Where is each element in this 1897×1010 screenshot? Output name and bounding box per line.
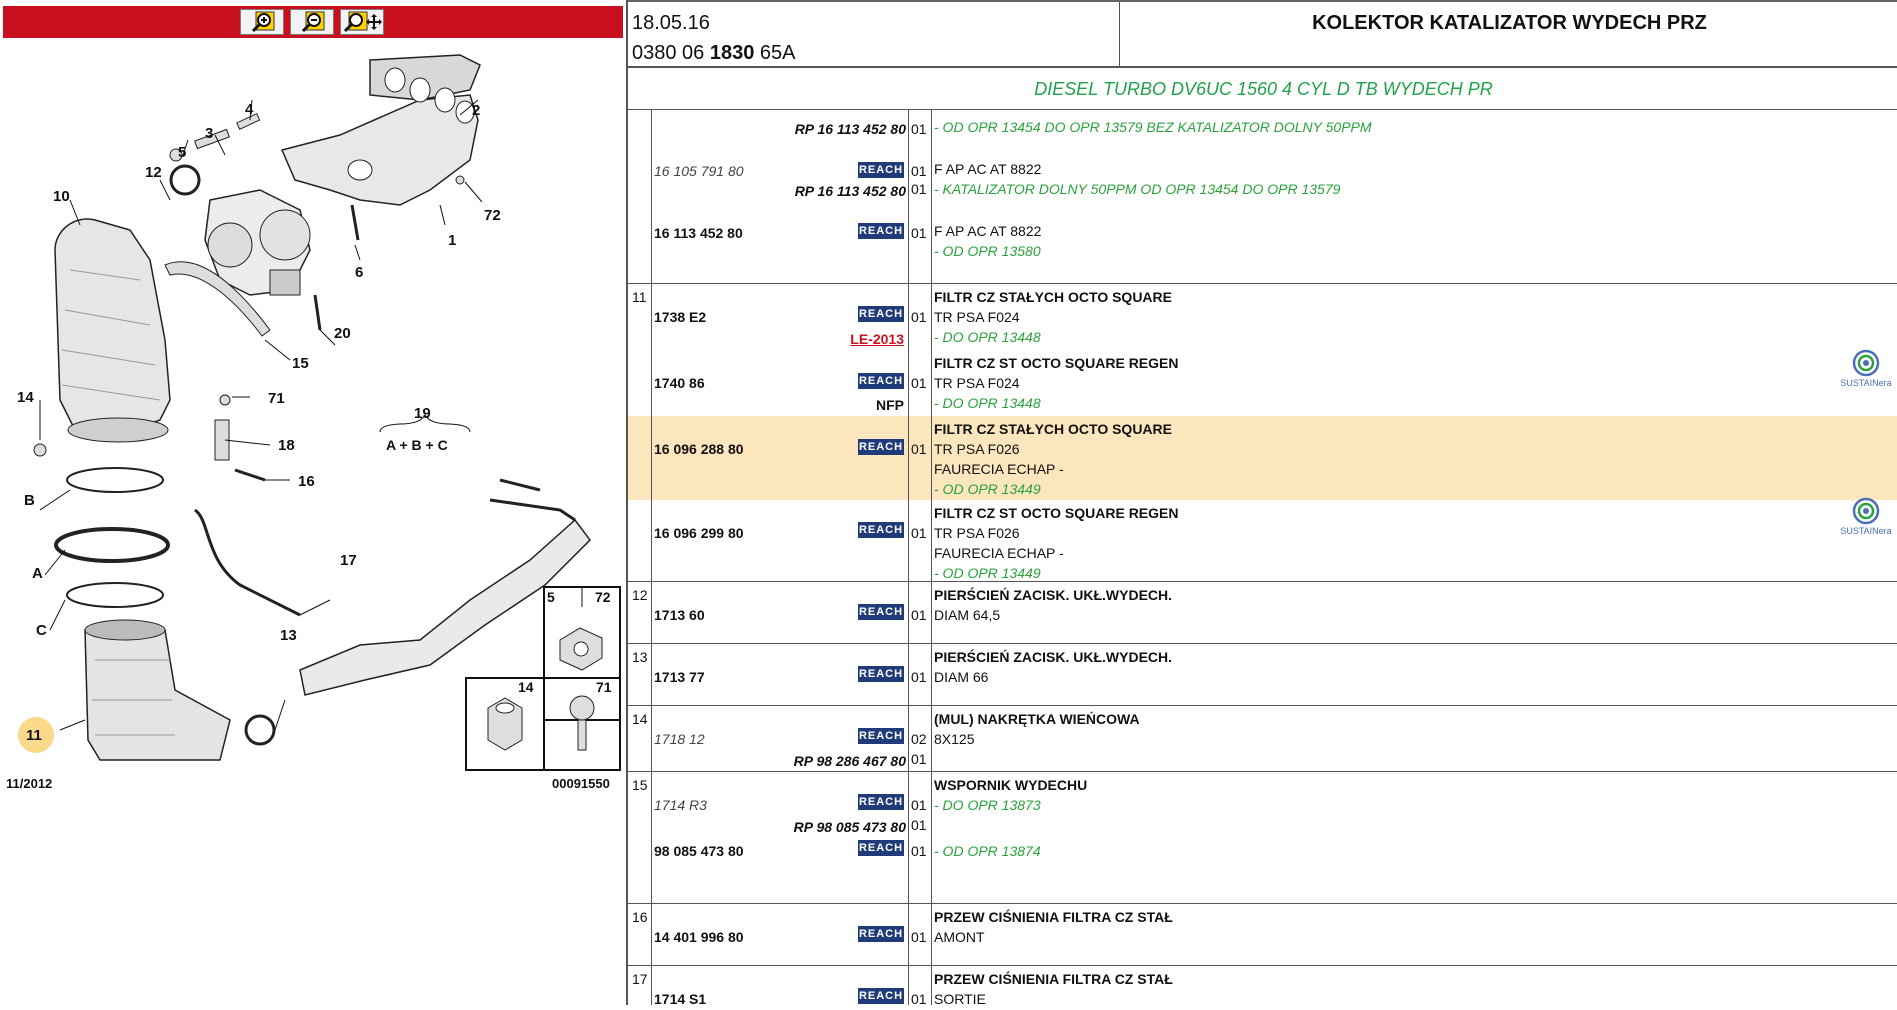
item-number: 13 [632,649,648,665]
reach-badge[interactable]: REACH [858,928,904,940]
quantity: 01 [911,121,927,137]
reach-badge[interactable]: REACH [858,524,904,536]
callout-6: 6 [355,264,364,281]
parts-group-12 [628,582,1897,644]
box-label-72: 72 [595,589,611,605]
diagram-date: 11/2012 [6,776,53,791]
part-name: WSPORNIK WYDECHU [934,777,1088,793]
quantity: 01 [911,181,927,197]
part-number[interactable]: 1714 R3 [654,797,707,813]
quantity: 01 [911,375,927,391]
part-name: FILTR CZ ST OCTO SQUARE REGEN [934,355,1179,371]
replacement-ref[interactable]: RP 16 113 452 80 [794,183,906,199]
callout-20: 20 [334,325,351,342]
item-number: 12 [632,587,648,603]
clamp-13-drawing [246,716,274,744]
parts-panel [626,0,1897,1005]
part-name: PIERŚCIEŃ ZACISK. UKŁ.WYDECH. [934,649,1173,665]
callout-formula: A + B + C [386,437,448,453]
quantity: 01 [911,797,927,813]
part-number[interactable]: 14 401 996 80 [654,929,744,945]
parts-group-14 [628,706,1897,772]
part-description: F AP AC AT 8822 [934,161,1042,177]
zoom-in-button[interactable] [240,9,284,35]
part-number[interactable]: 1713 60 [654,607,705,623]
reach-badge[interactable]: REACH [858,308,904,320]
header-date: 18.05.16 [632,12,710,34]
item-number: 11 [632,289,647,305]
reach-badge[interactable]: REACH [858,668,904,680]
column-divider [908,110,909,1005]
ref-part-a: 0380 06 [632,42,705,64]
part-number[interactable]: 1740 86 [654,375,705,391]
reach-badge[interactable]: REACH [858,441,904,453]
box-label-14: 14 [518,679,534,695]
callout-a: A [32,565,43,582]
sustainera-icon [1838,496,1894,526]
reach-badge[interactable]: REACH [858,990,904,1002]
sustainera-text: SUSTAINera [1840,378,1892,388]
part-note: - KATALIZATOR DOLNY 50PPM OD OPR 13454 DO OPR 13579 [934,181,1341,197]
reach-badge[interactable]: REACH [858,730,904,742]
particle-filter-drawing [85,620,230,760]
part-description: AMONT [934,929,985,945]
clamp-12-drawing [171,166,199,194]
part-name: PRZEW CIŚNIENIA FILTRA CZ STAŁ [934,909,1173,925]
selected-row-highlight [628,416,1897,500]
part-number[interactable]: 1738 E2 [654,309,707,325]
part-number[interactable]: 16 096 288 80 [654,441,744,457]
sustainera-text: SUSTAINera [1840,526,1892,536]
callout-16: 16 [298,473,315,490]
exhaust-manifold-drawing [282,55,480,205]
quantity: 01 [911,441,927,457]
callout-17: 17 [340,552,357,569]
quantity: 01 [911,309,927,325]
parts-group-13 [628,644,1897,706]
part-note: - DO OPR 13873 [934,797,1041,813]
part-number[interactable]: 16 105 791 80 [654,163,744,179]
le-2013-link[interactable]: LE-2013 [850,331,904,347]
part-name: FILTR CZ ST OCTO SQUARE REGEN [934,505,1179,521]
zoom-out-icon [297,11,327,33]
reach-badge[interactable]: REACH [858,796,904,808]
quantity: 01 [911,163,927,179]
callout-13: 13 [280,627,297,644]
stud-72-drawing [456,176,464,184]
part-number[interactable]: 16 113 452 80 [654,225,743,241]
callout-3: 3 [205,125,214,142]
part-description: TR PSA F026 [934,441,1020,457]
reach-badge[interactable]: REACH [858,164,904,176]
part-description: TR PSA F024 [934,309,1020,325]
quantity: 01 [911,843,927,859]
quantity: 01 [911,607,927,623]
quantity: 01 [911,817,927,833]
part-description: TR PSA F026 [934,525,1020,541]
catalytic-converter-drawing [55,219,170,442]
sensor-16-drawing [235,470,265,480]
quantity: 01 [911,225,927,241]
column-divider [651,110,652,1005]
callout-5: 5 [178,144,187,161]
part-number[interactable]: 1713 77 [654,669,705,685]
reach-badge[interactable]: REACH [858,225,904,237]
part-name: FILTR CZ STAŁYCH OCTO SQUARE [934,421,1172,437]
pan-zoom-button[interactable] [340,9,384,35]
sustainera-logo[interactable] [1838,496,1894,544]
quantity: 02 [911,731,927,747]
quantity: 01 [911,669,927,685]
part-number[interactable]: 98 085 473 80 [654,843,744,859]
callout-c: C [36,622,47,639]
diagram-toolbar [3,6,623,38]
part-description: FAURECIA ECHAP - [934,461,1064,477]
part-description: SORTIE [934,991,986,1005]
part-description: DIAM 64,5 [934,607,1001,623]
ref-part-b: 1830 [709,42,755,64]
item-number: 17 [632,971,648,987]
gasket-c-drawing [67,583,163,607]
part-note: - OD OPR 13449 [934,565,1041,581]
callout-14: 14 [17,389,34,406]
zoom-in-icon [247,11,277,33]
parts-group-15 [628,772,1897,904]
zoom-out-button[interactable] [290,9,334,35]
engine-description: DIESEL TURBO DV6UC 1560 4 CYL D TB WYDECH PR [628,68,1897,110]
replacement-ref[interactable]: RP 98 085 473 80 [793,819,906,835]
nut-14-drawing [34,444,46,456]
page-title: KOLEKTOR KATALIZATOR WYDECH PRZ [1312,12,1707,34]
nfp-label: NFP [876,397,904,413]
part-number[interactable]: 1714 S1 [654,991,707,1005]
part-number[interactable]: 16 096 299 80 [654,525,744,541]
replacement-ref[interactable]: RP 16 113 452 80 [794,121,906,137]
gasket-b-drawing [67,468,163,492]
stud-6-drawing [352,205,358,240]
pressure-pipe-drawing [195,510,300,615]
box-label-5: 5 [547,589,555,605]
callout-19: 19 [414,405,431,422]
reach-badge[interactable]: REACH [858,606,904,618]
item-number: 16 [632,909,648,925]
sensor-20-drawing [315,295,320,330]
callout-10: 10 [53,188,70,205]
diagram-code: 00091550 [552,776,610,791]
replacement-ref[interactable]: RP 98 286 467 80 [793,753,906,769]
quantity: 01 [911,929,927,945]
item-number: 14 [632,711,648,727]
part-note: - DO OPR 13448 [934,395,1041,411]
header-reference [632,42,796,65]
part-description: DIAM 66 [934,669,989,685]
part-description: TR PSA F024 [934,375,1020,391]
callout-18: 18 [278,437,295,454]
pan-zoom-icon [342,11,382,33]
header-info [628,2,1120,68]
callout-72: 72 [484,207,501,224]
part-number[interactable]: 1718 12 [654,731,705,747]
screw-71-drawing [220,395,230,405]
parts-group-previous [628,110,1897,284]
callout-11: 11 [26,727,42,744]
part-description: 8X125 [934,731,975,747]
part-note: - OD OPR 13454 DO OPR 13579 BEZ KATALIZATOR DOLNY 50PPM [934,119,1372,135]
reach-badge[interactable]: REACH [858,375,904,387]
part-note: - DO OPR 13448 [934,329,1041,345]
item-number: 15 [632,777,648,793]
sustainera-logo[interactable] [1838,348,1894,396]
exploded-parts-diagram[interactable] [0,40,626,800]
callout-71: 71 [268,390,285,407]
column-divider [931,110,932,1005]
part-note: - OD OPR 13580 [934,243,1041,259]
parts-header [628,0,1897,68]
sustainera-icon [1838,348,1894,378]
reach-badge[interactable]: REACH [858,842,904,854]
quantity: 01 [911,751,927,767]
parts-group-16 [628,904,1897,966]
quantity: 01 [911,525,927,541]
part-name: PRZEW CIŚNIENIA FILTRA CZ STAŁ [934,971,1173,987]
part-note: - OD OPR 13874 [934,843,1041,859]
parts-group-17 [628,966,1897,1005]
clamp-a-drawing [56,529,168,561]
diagram-panel [0,0,626,1010]
quantity: 01 [911,991,927,1005]
callout-15: 15 [292,355,309,372]
callout-2: 2 [472,102,481,119]
part-name: (MUL) NAKRĘTKA WIEŃCOWA [934,711,1140,727]
part-name: FILTR CZ STAŁYCH OCTO SQUARE [934,289,1172,305]
callout-4: 4 [245,101,254,118]
parts-group-11 [628,284,1897,582]
part-note: - OD OPR 13449 [934,481,1041,497]
box-label-71: 71 [596,679,612,695]
callout-12: 12 [145,164,162,181]
callout-b: B [24,492,35,509]
ref-part-c: 65A [759,42,796,64]
parts-list[interactable] [628,110,1897,1005]
part-description: FAURECIA ECHAP - [934,545,1064,561]
part-description: F AP AC AT 8822 [934,223,1042,239]
callout-1: 1 [448,232,457,249]
part-name: PIERŚCIEŃ ZACISK. UKŁ.WYDECH. [934,587,1173,603]
